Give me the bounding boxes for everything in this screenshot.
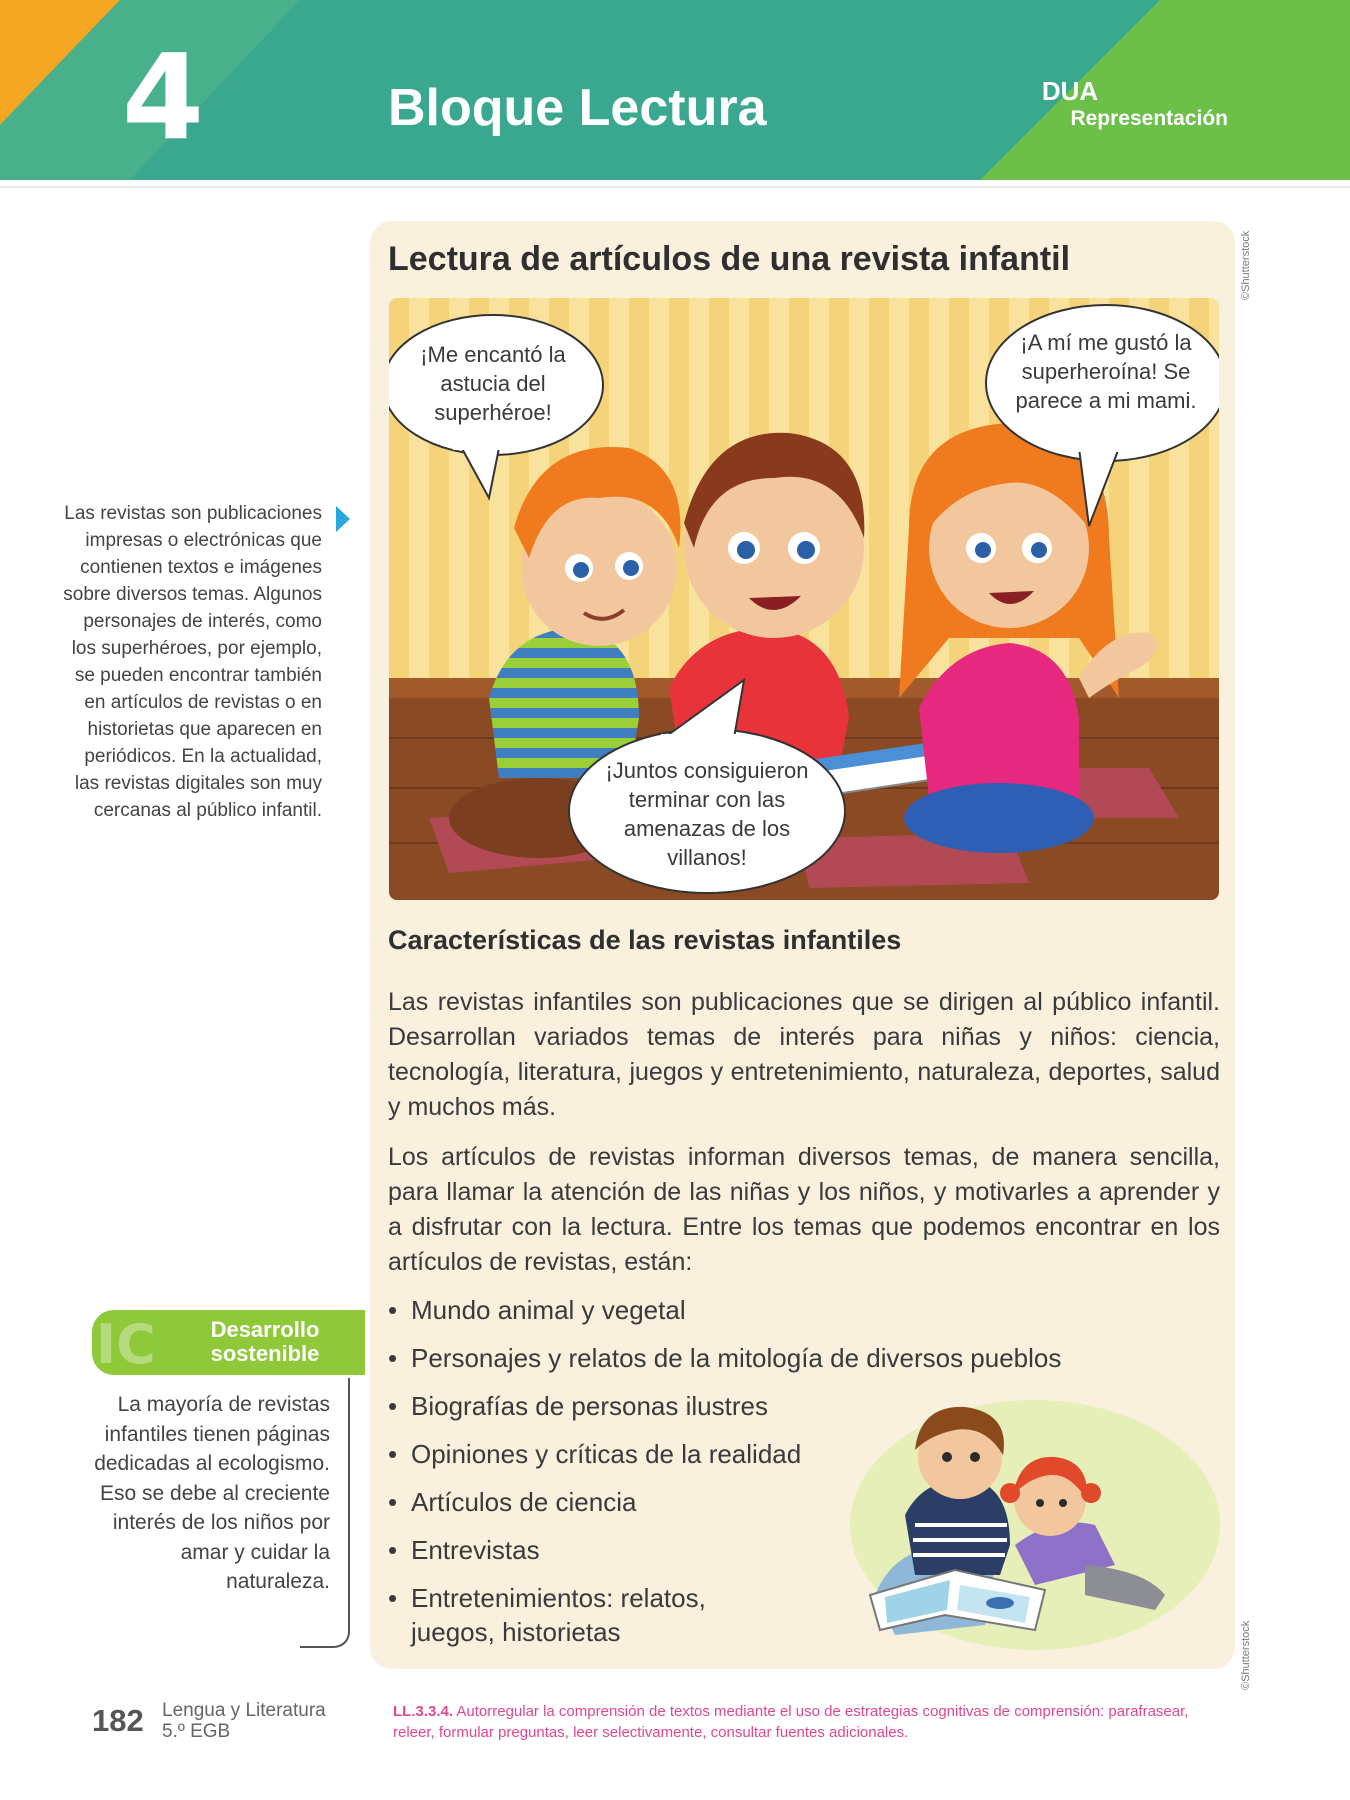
list-item: • Entretenimientos: relatos, juegos, historietas: [388, 1581, 791, 1649]
block-title: Bloque Lectura: [388, 79, 767, 137]
comic-illustration: [389, 298, 1219, 900]
list-item: • Biografías de personas ilustres: [388, 1389, 828, 1423]
dua-label: DUA: [1041, 76, 1099, 106]
list-item: • Personajes y relatos de la mitología de diversos pueblos: [388, 1341, 1211, 1375]
sustainable-body: La mayoría de revistas infantiles tienen páginas dedicadas al ecologismo. Eso se debe al creciente interés de los niños por amar y cuidar la naturaleza.: [94, 1393, 330, 1593]
page-number: 182: [92, 1703, 144, 1738]
ic-logo-icon: IC: [96, 1313, 156, 1376]
topic-list: [388, 1293, 1062, 1663]
grade-label: 5.º EGB: [162, 1721, 231, 1742]
header-divider: [0, 186, 1350, 188]
sustainable-title: Desarrollo sostenible: [210, 1317, 320, 1366]
list-item: • Entrevistas: [388, 1533, 828, 1567]
paragraph-2: Los artículos de revistas informan diversos temas, de manera sencilla, para llamar la atención de las niñas y los niños, y motivarles a aprender y a disfrutar con la lectura. Entre los temas que podemos encontrar en los artículos de revistas, están:: [388, 1143, 1220, 1276]
image-credit: ©Shutterstock: [1240, 230, 1252, 300]
sidebar-note: Las revistas son publicaciones impresas o electrónicas que contienen textos e imágenes sobre diversos temas. Algunos personajes de interés, como los superhéroes, por ejemplo, se pueden encontrar también en artículos de revistas o en historietas que aparecen en periódicos. En la actualidad, las revistas digitales son muy cercanas al público infantil.: [63, 503, 322, 821]
image-credit-2: ©Shutterstock: [1240, 1620, 1252, 1690]
caret-right-icon: [335, 504, 351, 534]
page-header: [0, 0, 1350, 180]
unit-number: 4: [122, 28, 205, 166]
list-item: • Mundo animal y vegetal: [388, 1293, 828, 1327]
paragraph-1: Las revistas infantiles son publicaciones que se dirigen al público infantil. Desarrollan variados temas de interés para niñas y niños: ciencia, tecnología, literatura, juegos y entretenimiento, naturaleza, deportes, salud y muchos más.: [388, 988, 1220, 1121]
subject-name: Lengua y Literatura: [162, 1700, 326, 1721]
dua-subtitle: Representación: [1070, 107, 1228, 130]
list-item: • Opiniones y críticas de la realidad: [388, 1437, 828, 1471]
subject-label: [162, 1700, 326, 1742]
objective-code: LL.3.3.4.: [393, 1703, 454, 1720]
list-item: • Artículos de ciencia: [388, 1485, 828, 1519]
bubble-left-text: ¡Me encantó la astucia del superhéroe!: [420, 342, 566, 425]
learning-objective: [393, 1701, 1193, 1743]
objective-text: Autorregular la comprensión de textos mediante el uso de estrategias cognitivas de comprensión: parafrasear, releer, formular preguntas, leer selectivamente, consultar fuentes adicionales.: [393, 1703, 1189, 1741]
subheading: Características de las revistas infantiles: [388, 925, 902, 955]
kids-reading-illustration: [835, 1395, 1220, 1655]
section-title: Lectura de artículos de una revista infantil: [388, 240, 1071, 278]
bubble-right-text: ¡A mí me gustó la superheroína! Se parece a mi mami.: [1015, 330, 1197, 413]
bubble-center-text: ¡Juntos consiguieron terminar con las amenazas de los villanos!: [605, 758, 809, 870]
